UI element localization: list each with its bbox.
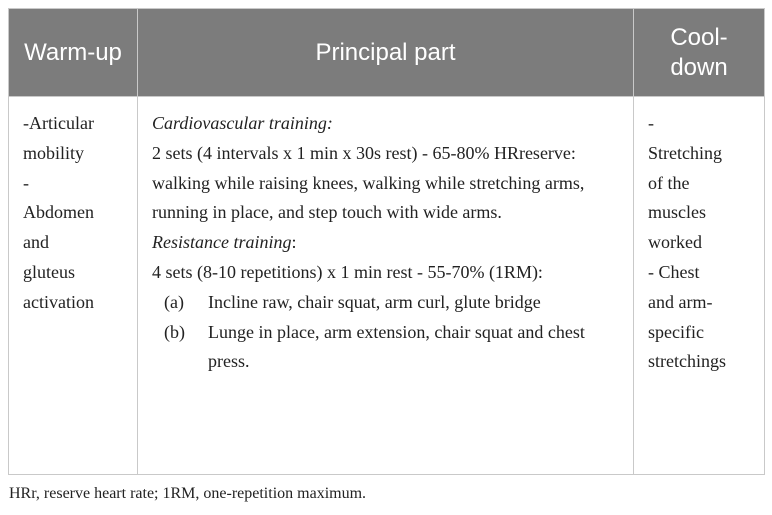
warmup-line: activation [23,291,94,312]
warmup-line: gluteus [23,261,75,282]
cooldown-line: worked [648,232,702,253]
cardio-heading-colon: : [326,113,333,133]
list-item [152,288,621,318]
warmup-line: and [23,232,49,253]
cooldown-line: of the [648,172,690,193]
resistance-text: 4 sets (8-10 repetitions) x 1 min rest - 55-70% (1RM): [152,261,543,282]
resistance-heading-line [152,228,621,258]
list-item-text: Incline raw, chair squat, arm curl, glute bridge [208,291,541,312]
cooldown-line: muscles [648,202,706,223]
list-item-label: (b) [164,321,185,342]
resistance-heading: Resistance training [152,232,292,253]
principal-part-cell [138,97,634,475]
exercise-protocol-table [8,8,765,475]
cooldown-line: Stretching [648,142,722,163]
warmup-cell [9,97,138,475]
header-row [9,9,765,97]
list-item-label: (a) [164,291,184,312]
warmup-line: mobility [23,142,85,163]
cooldown-line: - [648,113,654,133]
header-principal-part: Principal part [138,9,634,97]
header-cooldown: Cool-down [634,9,765,97]
warmup-line: -Articular [23,113,94,133]
cooldown-line: stretchings [648,351,726,372]
cardio-heading-line [152,109,621,139]
list-item-text: Lunge in place, arm extension, chair squat and chest press. [208,321,585,372]
resistance-heading-colon: : [291,232,297,253]
list-item [152,318,621,378]
header-warmup: Warm-up [9,9,138,97]
cooldown-line: - Chest [648,261,700,282]
cooldown-cell [634,97,765,475]
warmup-line: Abdomen [23,202,94,223]
cardio-text: 2 sets (4 intervals x 1 min x 30s rest) - 65-80% HRreserve: walking while raising knees, walking while stretching arms, running in place, and step touch with wide arms. [152,142,585,223]
warmup-line: - [23,172,29,193]
table-row [9,97,765,475]
cardio-heading: Cardiovascular training [152,113,327,133]
table-footnote: HRr, reserve heart rate; 1RM, one-repetition maximum. [9,485,367,502]
cooldown-line: specific [648,321,704,342]
cooldown-line: and arm- [648,291,713,312]
